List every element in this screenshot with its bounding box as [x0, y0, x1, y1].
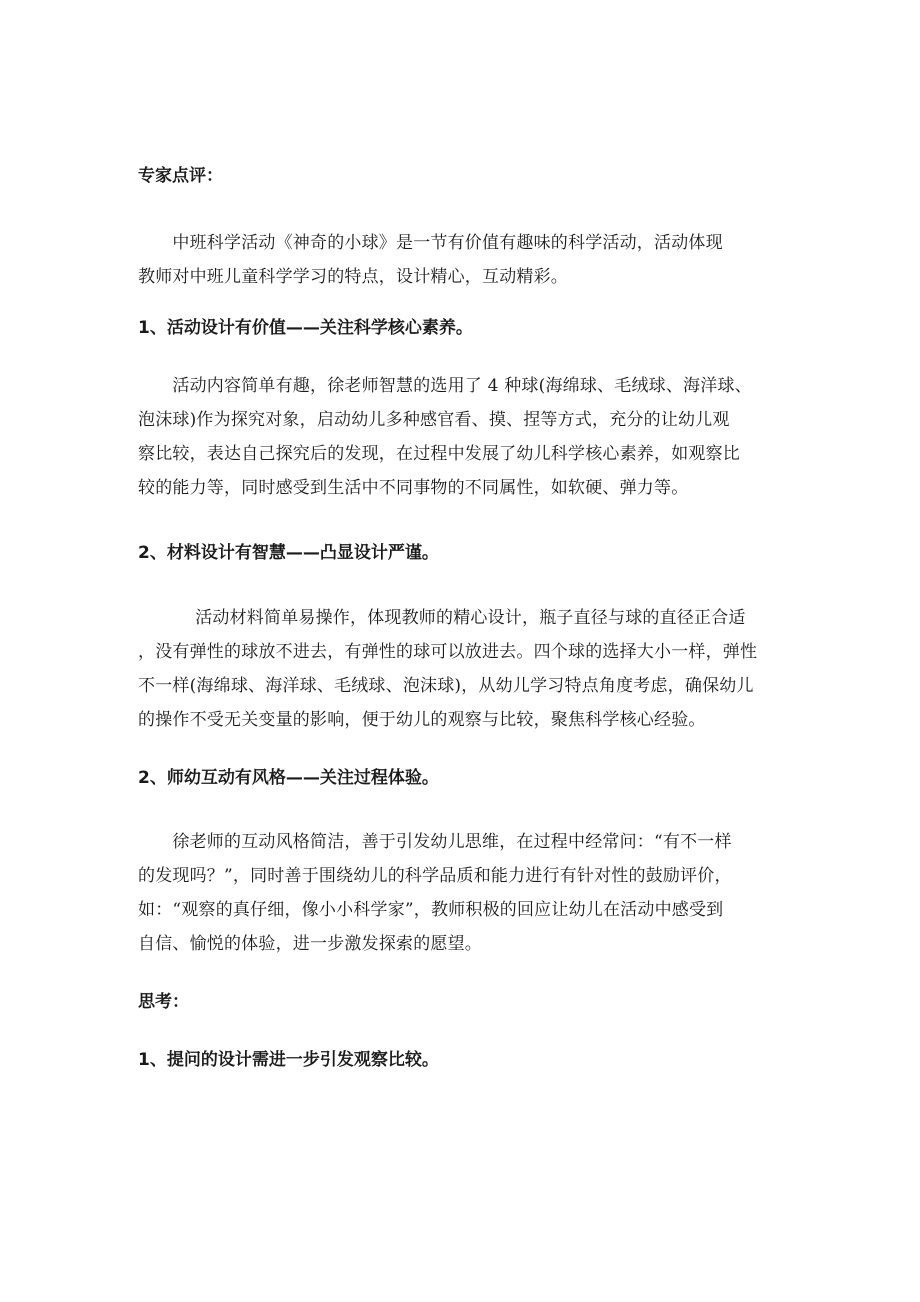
point1-heading	[138, 314, 790, 342]
point1-heading-text: 1、活动设计有价值——关注科学核心素养。	[138, 318, 473, 338]
reflection1-heading-text: 1、提问的设计需进一步引发观察比较。	[138, 1050, 439, 1070]
point3-heading-text: 2、师幼互动有风格——关注过程体验。	[138, 768, 439, 788]
expert-review-heading-text: 专家点评：	[138, 166, 223, 186]
paragraph-line: 的发现吗？”，同时善于围绕幼儿的科学品质和能力进行有针对性的鼓励评价，	[138, 866, 732, 886]
paragraph-line: 活动内容简单有趣，徐老师智慧的选用了 4 种球(海绵球、毛绒球、海洋球、	[138, 376, 752, 396]
expert-review-heading	[138, 162, 790, 190]
paragraph-line: 的操作不受无关变量的影响，便于幼儿的观察与比较，聚焦科学核心经验。	[138, 710, 706, 730]
paragraph-line: 教师对中班儿童科学学习的特点，设计精心，互动精彩。	[138, 267, 568, 287]
paragraph-line: 较的能力等，同时感受到生活中不同事物的不同属性，如软硬、弹力等。	[138, 478, 689, 498]
point3-paragraph	[138, 825, 790, 961]
reflection-heading-text: 思考：	[138, 992, 189, 1012]
paragraph-line: 泡沫球)作为探究对象，启动幼儿多种感官看、摸、捏等方式，充分的让幼儿观	[138, 410, 730, 430]
paragraph-line: 如：“观察的真仔细，像小小科学家”，教师积极的回应让幼儿在活动中感受到	[138, 900, 724, 920]
paragraph-line: 活动材料简单易操作，体现教师的精心设计，瓶子直径与球的直径正合适	[138, 608, 746, 628]
paragraph-line: ，没有弹性的球放不进去，有弹性的球可以放进去。四个球的选择大小一样，弹性	[138, 642, 758, 662]
reflection1-heading	[138, 1046, 790, 1074]
paragraph-line: 徐老师的互动风格简洁，善于引发幼儿思维，在过程中经常问：“有不一样	[138, 832, 732, 852]
intro-paragraph	[138, 226, 790, 294]
point1-paragraph	[138, 369, 790, 505]
paragraph-line: 自信、愉悦的体验，进一步激发探索的愿望。	[138, 934, 482, 954]
point2-heading	[138, 539, 790, 567]
paragraph-line: 不一样(海绵球、海洋球、毛绒球、泡沫球)，从幼儿学习特点角度考虑，确保幼儿	[138, 676, 754, 696]
paragraph-line: 中班科学活动《神奇的小球》是一节有价值有趣味的科学活动，活动体现	[138, 233, 723, 253]
point2-heading-text: 2、材料设计有智慧——凸显设计严谨。	[138, 543, 439, 563]
point3-heading	[138, 764, 790, 792]
reflection-heading	[138, 988, 790, 1016]
point2-paragraph	[138, 601, 790, 737]
paragraph-line: 察比较，表达自己探究后的发现，在过程中发展了幼儿科学核心素养，如观察比	[138, 444, 740, 464]
